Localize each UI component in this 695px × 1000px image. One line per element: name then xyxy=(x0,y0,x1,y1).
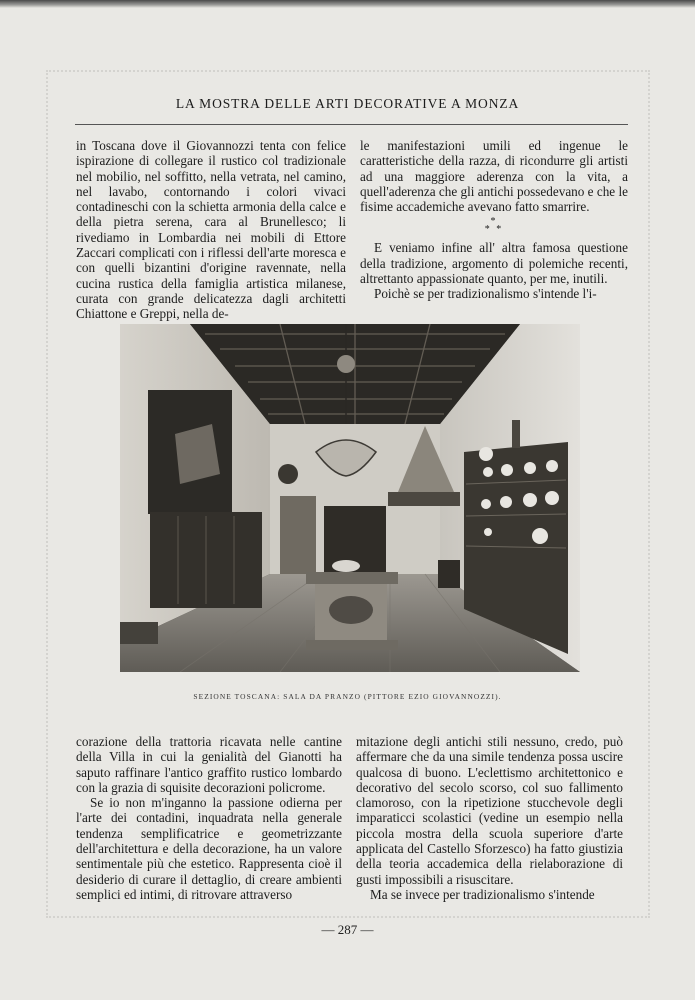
text-column-3 xyxy=(76,734,342,902)
paragraph: Se io non m'inganno la passione odierna per l'arte dei contadini, inquadrata nella generale tendenza semplificatrice e geometrizzante dell'architettura e della decorazione, ha un valore sentimentale più che estetico. Rappresenta cioè il desiderio di curare il dettaglio, di creare ambienti semplici ed intimi, di ritrovare attraverso xyxy=(76,795,342,902)
page-number: — 287 — xyxy=(321,922,374,937)
text-column-2 xyxy=(360,138,628,302)
paragraph: Ma se invece per tradizionalismo s'intende xyxy=(370,886,595,902)
paragraph: Poichè se per tradizionalismo s'intende l'i- xyxy=(374,286,597,302)
figure-caption: SEZIONE TOSCANA: SALA DA PRANZO (PITTORE EZIO GIOVANNOZZI). xyxy=(193,692,502,701)
text-column-4 xyxy=(356,734,623,902)
paragraph: in Toscana dove il Giovannozzi tenta con felice ispirazione di collegare il rustico col tradizionale nel mobilio, nel soffitto, nella vetrata, nel camino, nel lavabo, contornando i colori vivaci contadineschi con la schietta armonia della calce e della pietra serena, cara al Brunellesco; li rivediamo in Lombardia nei mobili di Ettore Zaccari complicati con i riflessi dell'arte moresca e con quelli bizantini d'origine ravennate, nella cucina rustica della famiglia artistica milanese, curata con grande delicatezza dagli architetti Chiattone e Greppi, nella de- xyxy=(76,138,346,322)
scan-edge-shadow xyxy=(0,0,695,8)
dining-room-photograph xyxy=(120,324,580,672)
paragraph: mitazione degli antichi stili nessuno, credo, può affermare che da una simile tendenza possa uscire qualcosa di buono. L'eclettismo architettonico e decorativo del secolo scorso, col suo fallimento clamoroso, con la ripetizione stucchevole degli imparaticci scolastici (vedine un esempio nella piccola mostra della scuola superiore d'arte applicata del Castello Sforzesco) ha fatto giustizia della teoria accademica della rielaborazione di gusti impossibili a risuscitare. xyxy=(356,734,623,887)
asterism: * * * xyxy=(484,216,504,236)
header-rule xyxy=(75,124,628,125)
paragraph: corazione della trattoria ricavata nelle cantine della Villa in cui la genialità del Gianotti ha saputo raffinare l'antico graffito rustico lombardo con la grazia di squisite decorazioni policrome. xyxy=(76,734,342,795)
photo-illustration xyxy=(120,324,580,672)
running-head: LA MOSTRA DELLE ARTI DECORATIVE A MONZA xyxy=(175,96,520,111)
paragraph: le manifestazioni umili ed ingenue le caratteristiche della razza, di ricondurre gli artisti ad una maggiore aderenza con la vita, a quell'aderenza che gli antichi possedevano e che le fisime accademiche avevano fatto smarrire. xyxy=(360,138,628,215)
paragraph: E veniamo infine all' altra famosa questione della tradizione, argomento di polemiche recenti, altrettanto appassionate quanto, per me, inutili. xyxy=(360,240,628,287)
text-column-1 xyxy=(76,138,346,322)
